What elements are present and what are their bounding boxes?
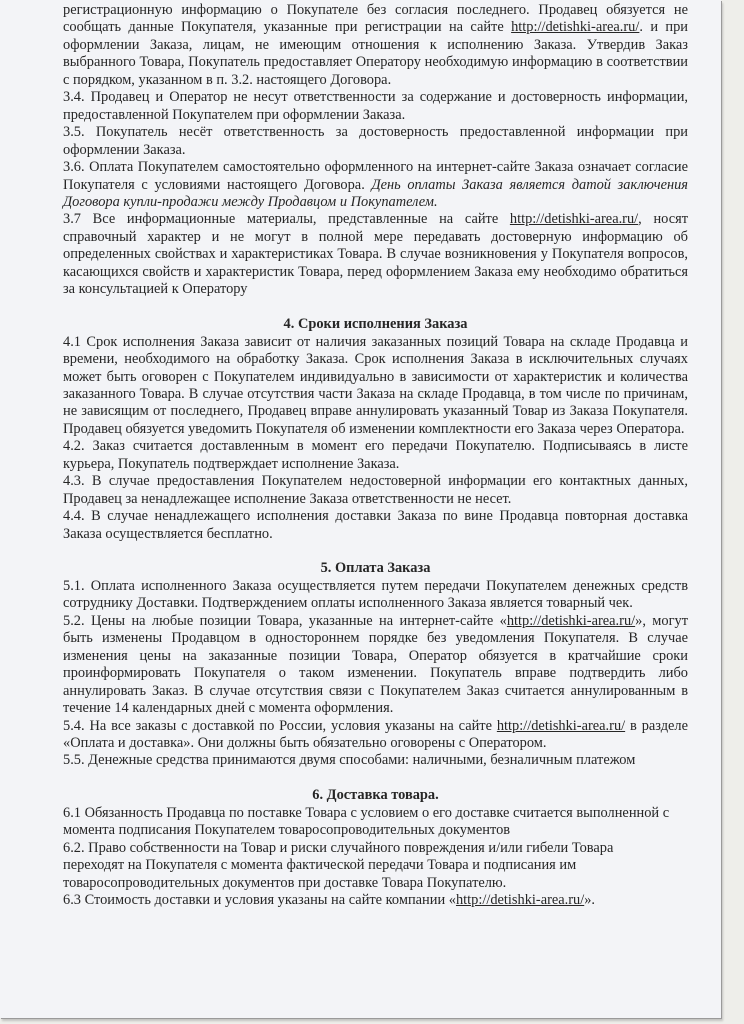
site-link[interactable]: http://detishki-area.ru/ xyxy=(496,717,626,734)
clause-4-1: 4.1 Срок исполнения Заказа зависит от наличия заказанных позиций Товара на складе Продавца и времени, необходимого на обработку Заказа. Срок исполнения Заказа в исключительных случаях может быть оговорен с Покупателем индивидуально в зависимости от характеристик и количества заказанного Товара. В случае отсутствия части Заказа на складе Продавца, в том числе по причинам, не зависящим от последнего, Продавец вправе аннулировать указанный Товар из Заказа Покупателя. Продавец обязуется уведомить Покупателя об изменении комплектности его Заказа через Оператора. xyxy=(63,333,688,437)
clause-5-5: 5.5. Денежные средства принимаются двумя способами: наличными, безналичным платежом xyxy=(63,752,636,769)
clause-text: регистрационную информацию о Покупателе без согласия последнего. Продавец обязуется не сообщать данные Покупателя, указанные при регистрации на сайте xyxy=(63,2,688,36)
site-link[interactable]: http://detishki-area.ru/ xyxy=(511,19,640,36)
clause-text: », могут быть изменены Продавцом в одностороннем порядке без уведомления Покупателя. В случае изменения цены на заказанные позиции Товара, Оператор обязуется в кратчайшие сроки проинформировать Покупателя о таком изменении. Покупатель вправе подтвердить либо аннулировать Заказ. В случае отсутствия связи с Покупателем Заказ считается аннулированным в течение 14 календарных дней с момента оформления. xyxy=(63,612,688,717)
site-link[interactable]: http://detishki-area.ru/ xyxy=(509,211,639,228)
clause-text: 5.2. Цены на любые позиции Товара, указанные на интернет-сайте « xyxy=(63,612,507,629)
clause-5-2 xyxy=(63,613,688,718)
document-content xyxy=(63,2,688,910)
clause-text: . и при оформлении Заказа, лицам, не имеющим отношения к исполнению Заказа. Утвердив Заказ выбранного Товара, Покупатель предоставляет Оператору необходимую информацию в соответствии с порядком, указанном в п. 3.2. настоящего Договора. xyxy=(63,19,688,88)
site-link[interactable]: http://detishki-area.ru/ xyxy=(455,892,585,909)
clause-6-1: 6.1 Обязанность Продавца по поставке Товара с условием о его доставке считается выполненной с момента подписания Покупателем товаросопроводительных документов xyxy=(63,804,670,839)
clause-4-3: 4.3. В случае предоставления Покупателем недостоверной информации его контактных данных, Продавец за ненадлежащее исполнение Заказа ответственности не несет. xyxy=(63,473,688,507)
clause-3-3-continued xyxy=(63,2,688,89)
spacer xyxy=(63,770,688,787)
section-heading-5: 5. Оплата Заказа xyxy=(320,560,431,577)
clause-text: 5.4. На все заказы с доставкой по России, условия указаны на сайте xyxy=(63,717,497,734)
clause-text: 6.3 Стоимость доставки и условия указаны на сайте компании « xyxy=(63,892,456,909)
spacer xyxy=(63,543,688,560)
clause-3-6 xyxy=(63,159,688,211)
section-heading-6: 6. Доставка товара. xyxy=(312,787,439,804)
clause-text-italic: День оплаты Заказа является датой заключения Договора купли-продажи между Продавцом и Покупателем. xyxy=(63,176,688,210)
clause-3-7 xyxy=(63,211,688,298)
clause-4-2: 4.2. Заказ считается доставленным в момент его передачи Покупателю. Подписываясь в листе курьера, Покупатель подтверждает исполнение Заказа. xyxy=(63,438,688,472)
clause-text: ». xyxy=(584,892,596,909)
clause-6-2-line-3: товаросопроводительных документов при доставке Товара Покупателю. xyxy=(63,874,507,891)
clause-5-4 xyxy=(63,718,688,753)
clause-3-5: 3.5. Покупатель несёт ответственность за достоверность предоставленной информации при оформлении Заказа. xyxy=(63,124,688,158)
clause-6-3 xyxy=(63,892,688,909)
site-link[interactable]: http://detishki-area.ru/ xyxy=(506,612,636,629)
clause-5-1: 5.1. Оплата исполненного Заказа осуществляется путем передачи Покупателем денежных средств сотруднику Доставки. Подтверждением оплаты исполненного Заказа является товарный чек. xyxy=(63,577,688,612)
clause-text: 3.6. Оплата Покупателем самостоятельно оформленного на интернет-сайте Заказа означает согласие Покупателя с условиями настоящего Договора. xyxy=(63,159,688,193)
clause-text: в разделе «Оплата и доставка». Они должны быть обязательно оговорены с Оператором. xyxy=(63,717,688,751)
clause-3-4: 3.4. Продавец и Оператор не несут ответственности за содержание и достоверность информации, предоставленной Покупателем при оформлении Заказа. xyxy=(63,89,688,123)
section-heading-4: 4. Сроки исполнения Заказа xyxy=(283,316,468,333)
clause-6-2-line-1: 6.2. Право собственности на Товар и риски случайного повреждения и/или гибели Товара xyxy=(63,839,614,856)
clause-4-4: 4.4. В случае ненадлежащего исполнения доставки Заказа по вине Продавца повторная доставка Заказа осуществляется бесплатно. xyxy=(63,508,688,542)
clause-6-2-line-2: переходят на Покупателя с момента фактической передачи Товара и подписания им xyxy=(63,857,577,874)
clause-text: , носят справочный характер и не могут в полной мере передавать достоверную информацию об определенных свойствах и характеристиках Товара. В случае возникновения у Покупателя вопросов, касающихся свойств и характеристик Товара, перед оформлением Заказа ему необходимо обратиться за консультацией к Оператору xyxy=(63,211,688,298)
clause-text: 3.7 Все информационные материалы, представленные на сайте xyxy=(63,211,510,228)
spacer xyxy=(63,299,688,316)
